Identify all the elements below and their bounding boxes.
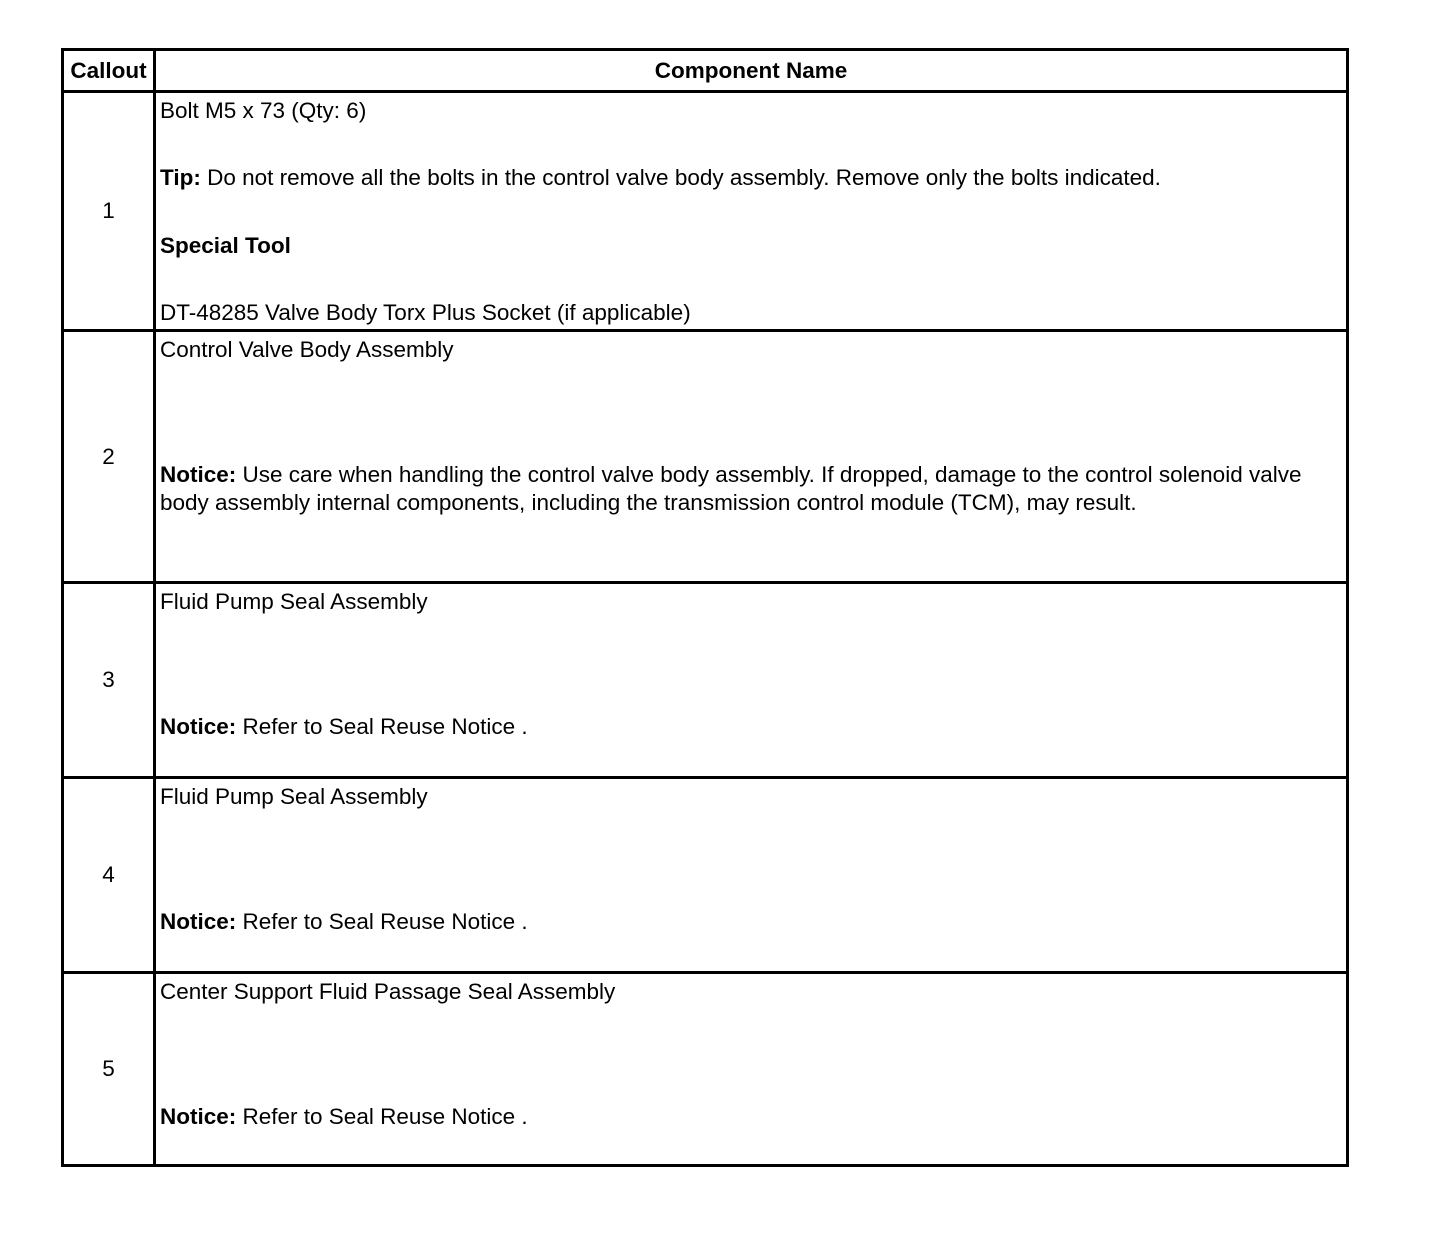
table-row: [63, 778, 1348, 973]
component-cell: [155, 92, 1348, 331]
header-component-name: Component Name: [155, 50, 1348, 92]
notice-text: [160, 1103, 1340, 1131]
tip-label: Tip:: [160, 165, 201, 190]
tip-text: [160, 164, 1340, 192]
component-name: Bolt M5 x 73 (Qty: 6): [160, 98, 367, 123]
callout-number: 2: [63, 331, 155, 583]
callout-number: 4: [63, 778, 155, 973]
notice-label: Notice:: [160, 462, 237, 487]
special-tool-label: Special Tool: [160, 233, 291, 258]
notice-text: [160, 908, 1340, 936]
notice-text: [160, 713, 1340, 741]
notice-label: Notice:: [160, 714, 237, 739]
component-cell: [155, 583, 1348, 778]
table-row: [63, 973, 1348, 1166]
table-row: [63, 583, 1348, 778]
callout-number: 5: [63, 973, 155, 1166]
header-callout: Callout: [63, 50, 155, 92]
notice-label: Notice:: [160, 909, 237, 934]
callout-number: 1: [63, 92, 155, 331]
component-cell: [155, 331, 1348, 583]
notice-body: Use care when handling the control valve body assembly. If dropped, damage to the control solenoid valve body assembly internal components, including the transmission control module (TCM), may result.: [160, 462, 1302, 515]
callout-table: [61, 48, 1349, 1167]
component-name: Fluid Pump Seal Assembly: [160, 784, 428, 809]
notice-body: Refer to Seal Reuse Notice .: [236, 1104, 528, 1129]
notice-body: Refer to Seal Reuse Notice .: [236, 714, 528, 739]
table-row: [63, 92, 1348, 331]
component-cell: [155, 778, 1348, 973]
component-cell: [155, 973, 1348, 1166]
callout-number: 3: [63, 583, 155, 778]
notice-body: Refer to Seal Reuse Notice .: [236, 909, 528, 934]
table-row: [63, 331, 1348, 583]
component-name: Fluid Pump Seal Assembly: [160, 589, 428, 614]
component-name: Control Valve Body Assembly: [160, 337, 454, 362]
notice-label: Notice:: [160, 1104, 237, 1129]
component-name: Center Support Fluid Passage Seal Assembly: [160, 979, 616, 1004]
notice-text: [160, 461, 1340, 517]
tip-body: Do not remove all the bolts in the control valve body assembly. Remove only the bolts indicated.: [200, 165, 1161, 190]
special-tool-text: DT-48285 Valve Body Torx Plus Socket (if applicable): [160, 300, 691, 325]
table-header-row: [63, 50, 1348, 92]
